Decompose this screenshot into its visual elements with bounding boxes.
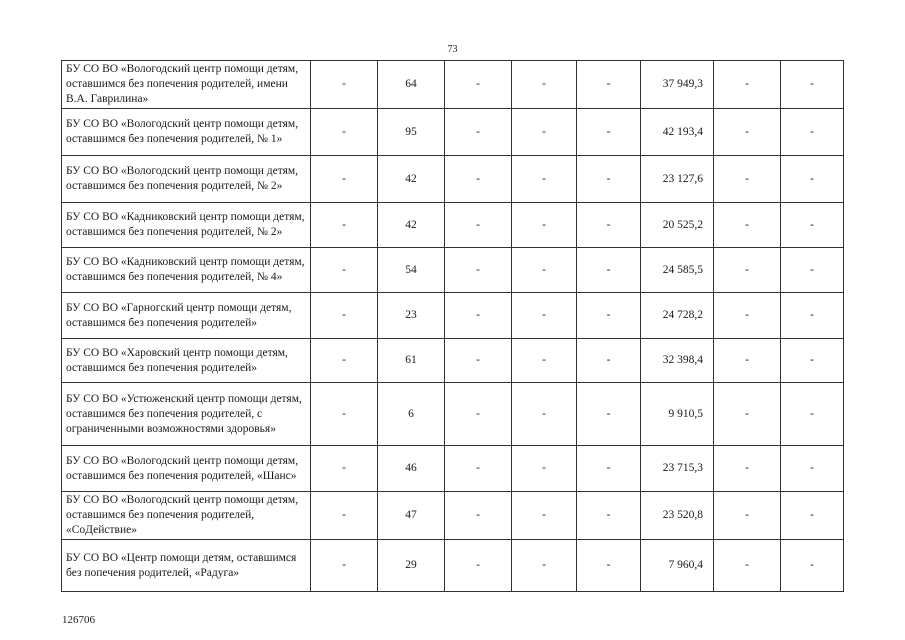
institution-name-cell: БУ СО ВО «Устюженский центр помощи детям, оставшимся без попечения родителей, с ограниченными возможностями здоровья» <box>62 383 311 446</box>
table-row <box>62 203 844 248</box>
table-row <box>62 383 844 446</box>
value-cell-c7: - <box>714 446 781 492</box>
value-cell-c6: 20 525,2 <box>641 203 714 248</box>
value-cell-c2: 29 <box>378 540 445 592</box>
table-row <box>62 61 844 109</box>
value-cell-c3: - <box>445 293 512 339</box>
institution-name-cell: БУ СО ВО «Вологодский центр помощи детям, оставшимся без попечения родителей, «СоДействие» <box>62 492 311 540</box>
value-cell-c8: - <box>781 492 844 540</box>
value-cell-c1: - <box>311 248 378 293</box>
table-row <box>62 492 844 540</box>
value-cell-c6: 9 910,5 <box>641 383 714 446</box>
table-row <box>62 109 844 156</box>
table-row <box>62 156 844 203</box>
value-cell-c1: - <box>311 540 378 592</box>
institution-name-cell: БУ СО ВО «Кадниковский центр помощи детям, оставшимся без попечения родителей, № 2» <box>62 203 311 248</box>
value-cell-c3: - <box>445 203 512 248</box>
value-cell-c2: 46 <box>378 446 445 492</box>
value-cell-c2: 23 <box>378 293 445 339</box>
value-cell-c8: - <box>781 446 844 492</box>
institution-name-cell: БУ СО ВО «Харовский центр помощи детям, оставшимся без попечения родителей» <box>62 339 311 383</box>
value-cell-c2: 95 <box>378 109 445 156</box>
value-cell-c7: - <box>714 203 781 248</box>
value-cell-c5: - <box>577 446 641 492</box>
value-cell-c4: - <box>512 540 577 592</box>
value-cell-c5: - <box>577 339 641 383</box>
value-cell-c1: - <box>311 203 378 248</box>
value-cell-c1: - <box>311 383 378 446</box>
document-code: 126706 <box>62 614 95 626</box>
value-cell-c6: 23 127,6 <box>641 156 714 203</box>
value-cell-c7: - <box>714 248 781 293</box>
page-number: 73 <box>447 44 458 55</box>
value-cell-c3: - <box>445 248 512 293</box>
value-cell-c5: - <box>577 383 641 446</box>
value-cell-c3: - <box>445 339 512 383</box>
institution-name-cell: БУ СО ВО «Вологодский центр помощи детям, оставшимся без попечения родителей, № 2» <box>62 156 311 203</box>
value-cell-c8: - <box>781 293 844 339</box>
value-cell-c2: 47 <box>378 492 445 540</box>
table-body <box>62 61 844 592</box>
value-cell-c7: - <box>714 339 781 383</box>
value-cell-c6: 37 949,3 <box>641 61 714 109</box>
institution-name-cell: БУ СО ВО «Вологодский центр помощи детям, оставшимся без попечения родителей, имени В.А. Гаврилина» <box>62 61 311 109</box>
value-cell-c8: - <box>781 339 844 383</box>
value-cell-c5: - <box>577 540 641 592</box>
value-cell-c6: 7 960,4 <box>641 540 714 592</box>
value-cell-c3: - <box>445 383 512 446</box>
value-cell-c1: - <box>311 109 378 156</box>
value-cell-c5: - <box>577 248 641 293</box>
value-cell-c3: - <box>445 446 512 492</box>
institution-name-cell: БУ СО ВО «Гарногский центр помощи детям, оставшимся без попечения родителей» <box>62 293 311 339</box>
value-cell-c1: - <box>311 61 378 109</box>
table-row <box>62 540 844 592</box>
value-cell-c6: 24 728,2 <box>641 293 714 339</box>
institution-name-cell: БУ СО ВО «Кадниковский центр помощи детям, оставшимся без попечения родителей, № 4» <box>62 248 311 293</box>
value-cell-c5: - <box>577 156 641 203</box>
value-cell-c4: - <box>512 156 577 203</box>
value-cell-c3: - <box>445 109 512 156</box>
value-cell-c7: - <box>714 492 781 540</box>
institution-name-cell: БУ СО ВО «Вологодский центр помощи детям, оставшимся без попечения родителей, «Шанс» <box>62 446 311 492</box>
value-cell-c6: 24 585,5 <box>641 248 714 293</box>
value-cell-c4: - <box>512 383 577 446</box>
institutions-table <box>61 60 844 592</box>
table-row <box>62 248 844 293</box>
value-cell-c1: - <box>311 492 378 540</box>
value-cell-c6: 23 715,3 <box>641 446 714 492</box>
value-cell-c4: - <box>512 203 577 248</box>
value-cell-c8: - <box>781 109 844 156</box>
value-cell-c7: - <box>714 383 781 446</box>
institution-name-cell: БУ СО ВО «Вологодский центр помощи детям, оставшимся без попечения родителей, № 1» <box>62 109 311 156</box>
value-cell-c4: - <box>512 61 577 109</box>
value-cell-c6: 32 398,4 <box>641 339 714 383</box>
value-cell-c4: - <box>512 339 577 383</box>
value-cell-c2: 54 <box>378 248 445 293</box>
value-cell-c8: - <box>781 540 844 592</box>
value-cell-c2: 64 <box>378 61 445 109</box>
value-cell-c1: - <box>311 339 378 383</box>
value-cell-c7: - <box>714 156 781 203</box>
value-cell-c3: - <box>445 492 512 540</box>
table-row <box>62 293 844 339</box>
value-cell-c5: - <box>577 492 641 540</box>
value-cell-c3: - <box>445 61 512 109</box>
institution-name-cell: БУ СО ВО «Центр помощи детям, оставшимся без попечения родителей, «Радуга» <box>62 540 311 592</box>
value-cell-c8: - <box>781 203 844 248</box>
value-cell-c5: - <box>577 293 641 339</box>
value-cell-c8: - <box>781 61 844 109</box>
value-cell-c7: - <box>714 293 781 339</box>
value-cell-c1: - <box>311 156 378 203</box>
value-cell-c2: 6 <box>378 383 445 446</box>
value-cell-c8: - <box>781 383 844 446</box>
value-cell-c4: - <box>512 248 577 293</box>
value-cell-c6: 23 520,8 <box>641 492 714 540</box>
value-cell-c5: - <box>577 61 641 109</box>
value-cell-c4: - <box>512 109 577 156</box>
value-cell-c5: - <box>577 203 641 248</box>
value-cell-c4: - <box>512 492 577 540</box>
value-cell-c8: - <box>781 156 844 203</box>
table-row <box>62 446 844 492</box>
value-cell-c7: - <box>714 61 781 109</box>
value-cell-c5: - <box>577 109 641 156</box>
value-cell-c1: - <box>311 293 378 339</box>
value-cell-c4: - <box>512 446 577 492</box>
table-row <box>62 339 844 383</box>
value-cell-c3: - <box>445 156 512 203</box>
value-cell-c7: - <box>714 540 781 592</box>
value-cell-c1: - <box>311 446 378 492</box>
value-cell-c2: 42 <box>378 203 445 248</box>
value-cell-c8: - <box>781 248 844 293</box>
value-cell-c7: - <box>714 109 781 156</box>
value-cell-c4: - <box>512 293 577 339</box>
value-cell-c2: 61 <box>378 339 445 383</box>
value-cell-c2: 42 <box>378 156 445 203</box>
value-cell-c6: 42 193,4 <box>641 109 714 156</box>
value-cell-c3: - <box>445 540 512 592</box>
